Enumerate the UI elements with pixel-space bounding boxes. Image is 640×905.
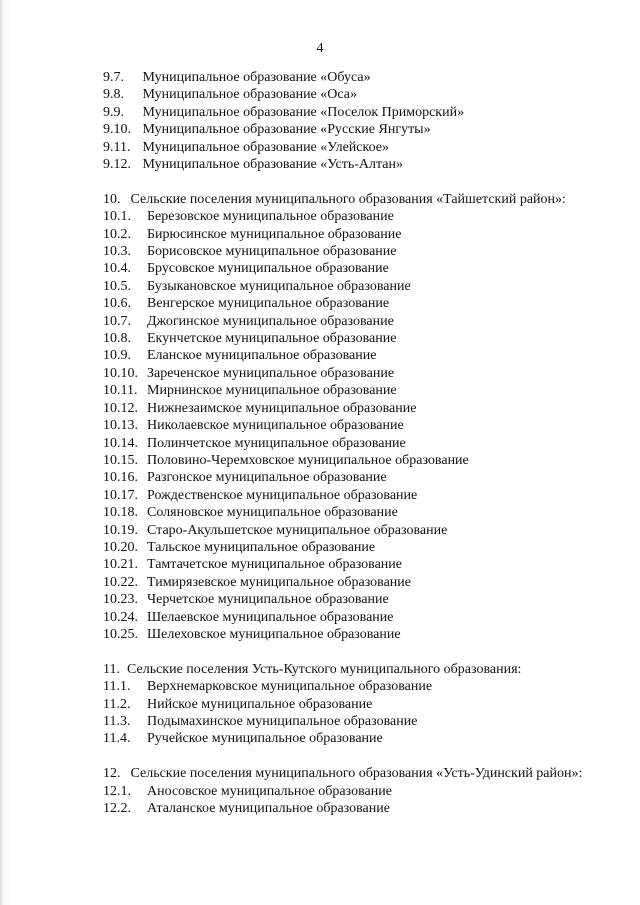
list-item: 10.13. Николаевское муниципальное образование xyxy=(103,418,404,434)
list-item: 10.12. Нижнезаимское муниципальное образование xyxy=(103,400,417,416)
list-item: 10.9. Еланское муниципальное образование xyxy=(103,348,377,364)
scan-edge xyxy=(0,0,10,905)
list-item: 9.7. Муниципальное образование «Обуса» xyxy=(103,70,371,85)
list-item: 10.3. Борисовское муниципальное образование xyxy=(103,244,397,260)
section-9-list xyxy=(103,69,591,173)
list-item: 10.16. Разгонское муниципальное образование xyxy=(103,470,387,486)
list-item: 10.10. Зареченское муниципальное образование xyxy=(103,365,395,381)
list-item: 10.2. Бирюсинское муниципальное образование xyxy=(103,226,402,242)
list-item: 10.11. Мирнинское муниципальное образование xyxy=(103,383,397,399)
list-item: 10.22. Тимирязевское муниципальное образование xyxy=(103,574,411,590)
list-item: 10.8. Екунчетское муниципальное образование xyxy=(103,331,397,347)
list-item: 9.10. Муниципальное образование «Русские Янгуты» xyxy=(103,122,431,138)
document-body xyxy=(103,69,591,817)
list-item: 9.11. Муниципальное образование «Улейское» xyxy=(103,139,389,155)
list-item: 10.23. Черчетское муниципальное образование xyxy=(103,592,389,608)
list-item: 10.6. Венгерское муниципальное образование xyxy=(103,296,390,312)
list-item: 9.8. Муниципальное образование «Оса» xyxy=(103,87,357,103)
list-item: 10.18. Соляновское муниципальное образование xyxy=(103,505,398,521)
section-heading: 10. Сельские поселения муниципального образования «Тайшетский район»: xyxy=(103,191,566,207)
section-heading: 12. Сельские поселения муниципального образования «Усть-Удинский район»: xyxy=(103,766,583,782)
list-item: 10.4. Брусовское муниципальное образование xyxy=(103,261,389,277)
list-item: 11.4. Ручейское муниципальное образование xyxy=(103,731,383,747)
list-item: 10.24. Шелаевское муниципальное образование xyxy=(103,609,394,625)
list-item: 10.21. Тамтачетское муниципальное образование xyxy=(103,557,402,573)
list-item: 10.20. Тальское муниципальное образование xyxy=(103,539,376,555)
list-item: 10.1. Березовское муниципальное образование xyxy=(103,209,394,225)
list-item: 10.25. Шелеховское муниципальное образование xyxy=(103,626,401,642)
list-item: 10.14. Полинчетское муниципальное образование xyxy=(103,435,406,451)
list-item: 11.2. Нийское муниципальное образование xyxy=(103,696,373,712)
section-10 xyxy=(103,191,591,644)
list-item: 9.12. Муниципальное образование «Усть-Алтан» xyxy=(103,157,403,173)
list-item: 9.9. Муниципальное образование «Поселок Приморский» xyxy=(103,104,465,120)
list-item: 10.19. Старо-Акульшетское муниципальное образование xyxy=(103,522,448,538)
section-11 xyxy=(103,661,591,748)
list-item: 10.15. Половино-Черемховское муниципальное образование xyxy=(103,452,469,468)
section-12 xyxy=(103,765,591,817)
section-heading: 11. Сельские поселения Усть-Кутского муниципального образования: xyxy=(103,661,522,677)
list-item: 12.1. Аносовское муниципальное образование xyxy=(103,783,392,799)
list-item: 10.7. Джогинское муниципальное образование xyxy=(103,313,394,329)
list-item: 11.1. Верхнемарковское муниципальное образование xyxy=(103,679,433,695)
list-item: 10.5. Бузыкановское муниципальное образование xyxy=(103,278,411,294)
list-item: 11.3. Подымахинское муниципальное образование xyxy=(103,714,418,729)
list-item: 12.2. Аталанское муниципальное образование xyxy=(103,801,390,817)
list-item: 10.17. Рождественское муниципальное образование xyxy=(103,487,418,503)
page-number: 4 xyxy=(316,41,324,56)
